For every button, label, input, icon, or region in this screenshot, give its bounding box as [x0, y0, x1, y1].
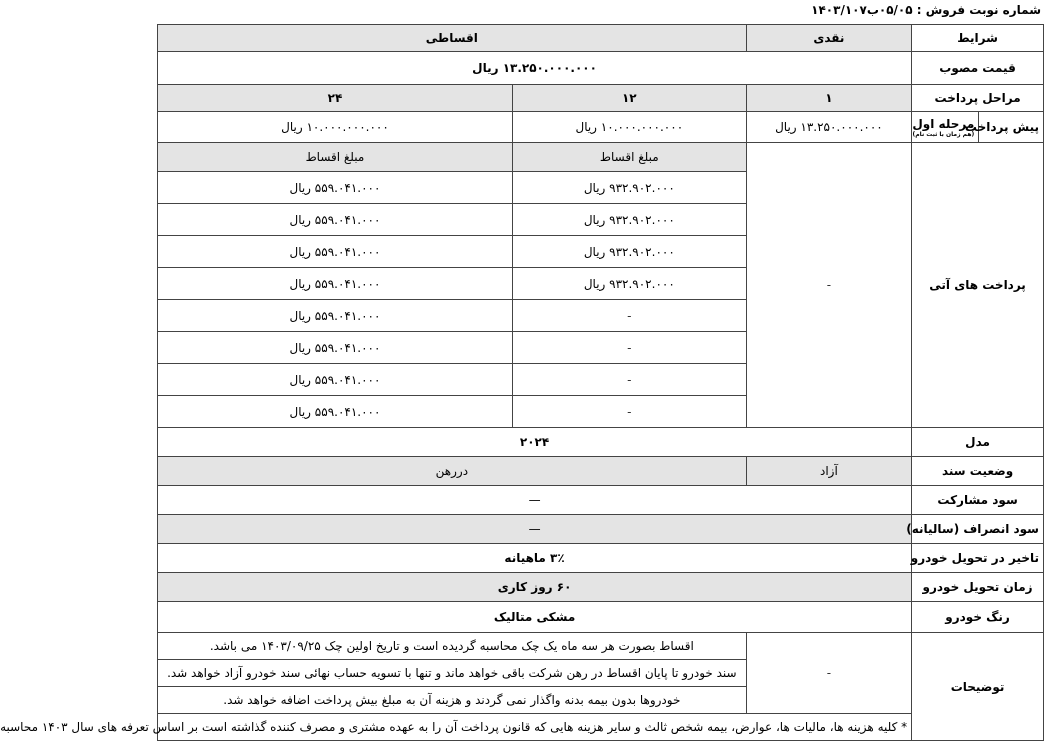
delivery-delay-label: تاخیر در تحویل خودرو — [912, 544, 1044, 573]
partnership-profit-label: سود مشارکت — [912, 486, 1044, 515]
future-payments-header-row — [158, 143, 1044, 172]
model-row — [158, 428, 1044, 457]
notes-row — [158, 633, 1044, 660]
document-status-row — [158, 457, 1044, 486]
installment-24-cell: ۵۵۹.۰۴۱.۰۰۰ ریال — [158, 204, 513, 236]
prepayment-24: ۱۰.۰۰۰.۰۰۰.۰۰۰ ریال — [158, 112, 513, 143]
installment-12-cell: ۹۳۲.۹۰۲.۰۰۰ ریال — [512, 204, 746, 236]
installment-24-cell: ۵۵۹.۰۴۱.۰۰۰ ریال — [158, 332, 513, 364]
approved-price-label: قیمت مصوب — [912, 52, 1044, 85]
installment-12-cell: - — [512, 396, 746, 428]
installment-column-header: اقساطی — [158, 25, 747, 52]
document-status-label: وضعیت سند — [912, 457, 1044, 486]
installment-header-12: مبلغ اقساط — [512, 143, 746, 172]
delivery-time-label: زمان تحویل خودرو — [912, 573, 1044, 602]
document-status-cash: آزاد — [746, 457, 911, 486]
installment-24-cell: ۵۵۹.۰۴۱.۰۰۰ ریال — [158, 364, 513, 396]
note-item: سند خودرو تا پایان اقساط در رهن شرکت باقی خواهد ماند و تنها با تسویه حساب نهائی سند خودرو آزاد خواهد شد. — [158, 660, 747, 687]
car-color-value: مشکی متالیک — [158, 602, 912, 633]
installment-24-cell: ۵۵۹.۰۴۱.۰۰۰ ریال — [158, 236, 513, 268]
installment-24-cell: ۵۵۹.۰۴۱.۰۰۰ ریال — [158, 268, 513, 300]
notes-row — [158, 714, 1044, 741]
installment-12-cell: ۹۳۲.۹۰۲.۰۰۰ ریال — [512, 236, 746, 268]
document-status-installment: دررهن — [158, 457, 747, 486]
cancellation-profit-label: سود انصراف (سالیانه) — [912, 515, 1044, 544]
stages-cash: ۱ — [746, 85, 911, 112]
future-payments-cash: - — [746, 143, 911, 428]
first-stage-label — [912, 112, 979, 143]
delivery-time-value: ۶۰ روز کاری — [158, 573, 912, 602]
note-item: خودروها بدون بیمه بدنه واگذار نمی گردند و هزینه آن به مبلغ بیش پرداخت اضافه خواهد شد. — [158, 687, 747, 714]
car-color-row — [158, 602, 1044, 633]
header-row — [158, 25, 1044, 52]
model-label: مدل — [912, 428, 1044, 457]
installment-12-cell: ۹۳۲.۹۰۲.۰۰۰ ریال — [512, 268, 746, 300]
car-color-label: رنگ خودرو — [912, 602, 1044, 633]
installment-header-24: مبلغ اقساط — [158, 143, 513, 172]
delivery-delay-value: ۳٪ ماهیانه — [158, 544, 912, 573]
first-stage-note: (هم زمان با ثبت نام) — [912, 130, 975, 138]
first-stage-title: مرحله اول — [912, 116, 975, 131]
page-title: شماره نوبت فروش : ۰۵/۰۵ب۱۴۰۳/۱۰۷ — [811, 3, 1041, 17]
conditions-label: شرایط — [912, 25, 1044, 52]
installment-24-cell: ۵۵۹.۰۴۱.۰۰۰ ریال — [158, 300, 513, 332]
approved-price-value: ۱۳.۲۵۰.۰۰۰.۰۰۰ ریال — [158, 52, 912, 85]
installment-12-cell: ۹۳۲.۹۰۲.۰۰۰ ریال — [512, 172, 746, 204]
model-value: ۲۰۲۴ — [158, 428, 912, 457]
payment-stages-row — [158, 85, 1044, 112]
footnote: * کلیه هزینه ها، مالیات ها، عوارض، بیمه شخص ثالث و سایر هزینه هایی که قانون پرداخت آن را به عهده مشتری و مصرف کننده گذاشته است بر اساس تعرفه های سال ۱۴۰۳ محاسبه — [158, 714, 912, 741]
cancellation-profit-value: — — [158, 515, 912, 544]
prepayment-label: پیش پرداخت — [979, 112, 1044, 143]
installment-24-cell: ۵۵۹.۰۴۱.۰۰۰ ریال — [158, 396, 513, 428]
installment-24-cell: ۵۵۹.۰۴۱.۰۰۰ ریال — [158, 172, 513, 204]
stages-12: ۱۲ — [512, 85, 746, 112]
cash-column-header: نقدی — [746, 25, 911, 52]
notes-cash: - — [746, 633, 911, 714]
stages-24: ۲۴ — [158, 85, 513, 112]
installment-12-cell: - — [512, 332, 746, 364]
prepayment-12: ۱۰.۰۰۰.۰۰۰.۰۰۰ ریال — [512, 112, 746, 143]
prepayment-row — [158, 112, 1044, 143]
cancellation-profit-row — [158, 515, 1044, 544]
notes-label: توضیحات — [912, 633, 1044, 741]
installment-12-cell: - — [512, 300, 746, 332]
delivery-delay-row — [158, 544, 1044, 573]
approved-price-row — [158, 52, 1044, 85]
future-payments-label: پرداخت های آتی — [912, 143, 1044, 428]
prepayment-cash: ۱۳.۲۵۰.۰۰۰.۰۰۰ ریال — [746, 112, 911, 143]
partnership-profit-value: — — [158, 486, 912, 515]
note-item: اقساط بصورت هر سه ماه یک چک محاسبه گردیده است و تاریخ اولین چک ۱۴۰۳/۰۹/۲۵ می باشد. — [158, 633, 747, 660]
installment-12-cell: - — [512, 364, 746, 396]
partnership-profit-row — [158, 486, 1044, 515]
delivery-time-row — [158, 573, 1044, 602]
payment-stages-label: مراحل پرداخت — [912, 85, 1044, 112]
sales-conditions-table — [0, 24, 1044, 741]
